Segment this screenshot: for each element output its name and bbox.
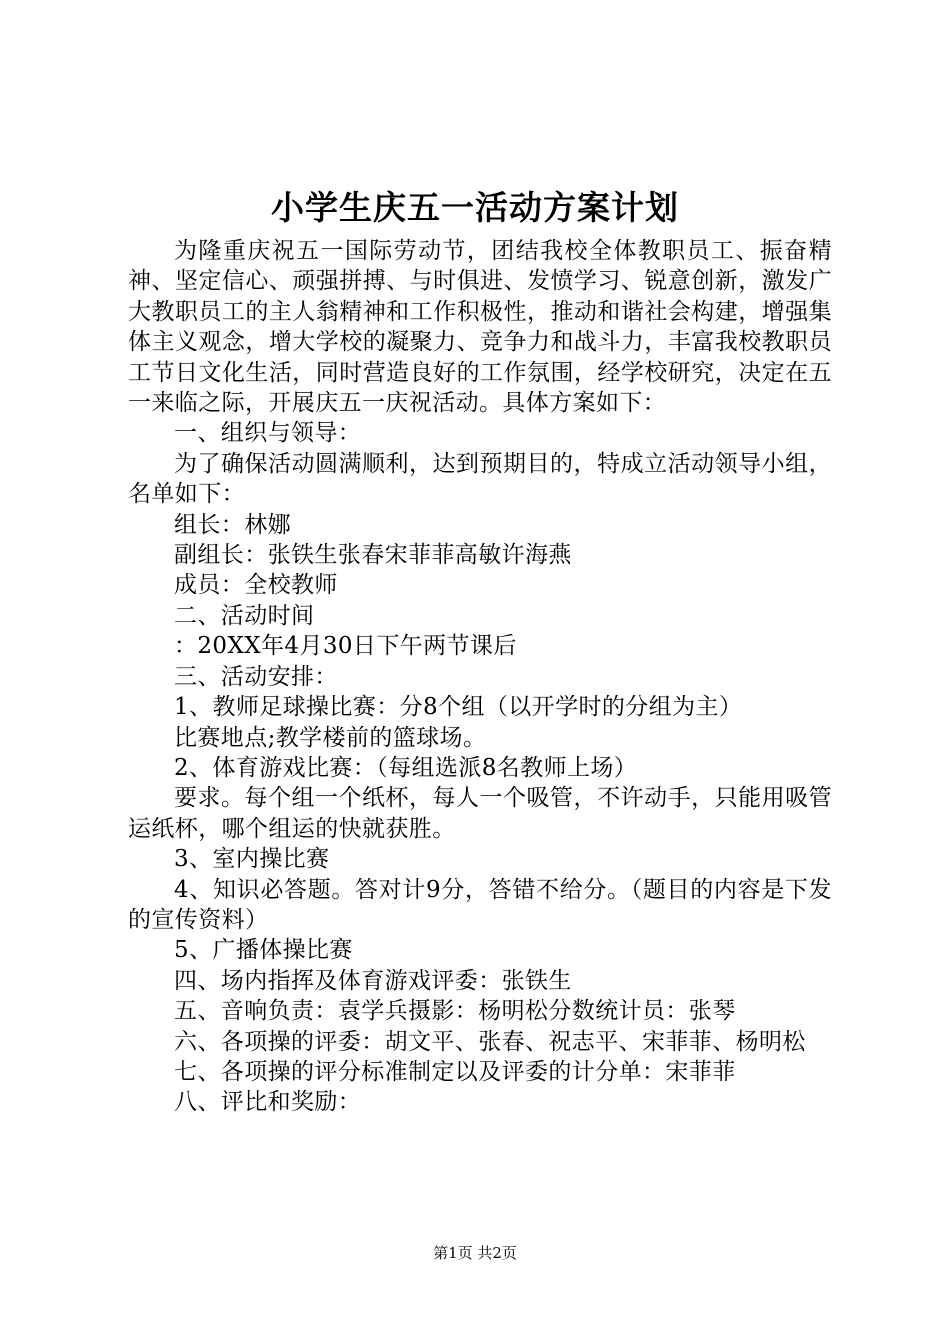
section-organization-heading: 一、组织与领导： <box>174 420 362 447</box>
section-eight-heading: 八、评比和奖励： <box>174 1089 362 1116</box>
time-line: ：20XX年4月30日下午两节课后 <box>174 633 517 660</box>
section-arrangement-heading: 三、活动安排： <box>174 663 338 690</box>
arrangement-requirements: 要求。每个组一个纸杯，每人一个吸管，不许动手，只能用吸管运纸杯，哪个组运的快就获胜。 <box>128 785 832 842</box>
section-five-line: 五、音响负责：袁学兵摄影：杨明松分数统计员：张琴 <box>174 998 736 1025</box>
document-title: 小学生庆五一活动方案计划 <box>271 188 679 227</box>
arrangement-item-5: 5、广播体操比赛 <box>174 937 353 964</box>
document-body <box>128 236 832 1118</box>
arrangement-venue: 比赛地点;教学楼前的篮球场。 <box>174 724 487 751</box>
page-footer: 第1页 共2页 <box>433 1244 517 1262</box>
arrangement-item-2: 2、体育游戏比赛：（每组选派8名教师上场） <box>174 754 638 781</box>
deputy-leader-line: 副组长：张铁生张春宋菲菲高敏许海燕 <box>174 542 572 569</box>
organization-paragraph: 为了确保活动圆满顺利，达到预期目的，特成立活动领导小组，名单如下： <box>128 450 832 508</box>
leader-line: 组长：林娜 <box>174 511 291 538</box>
section-seven-line: 七、各项操的评分标准制定以及评委的计分单：宋菲菲 <box>174 1058 736 1085</box>
section-four-line: 四、场内指挥及体育游戏评委：张铁生 <box>174 967 572 994</box>
arrangement-item-3: 3、室内操比赛 <box>174 846 330 873</box>
section-time-heading: 二、活动时间 <box>174 602 315 629</box>
arrangement-item-4: 4、知识必答题。答对计9分，答错不给分。（题目的内容是下发的宣传资料） <box>128 876 832 933</box>
section-six-line: 六、各项操的评委：胡文平、张春、祝志平、宋菲菲、杨明松 <box>174 1028 806 1055</box>
members-line: 成员：全校教师 <box>174 572 338 599</box>
arrangement-item-1: 1、教师足球操比赛：分8个组（以开学时的分组为主） <box>174 694 743 721</box>
intro-paragraph: 为隆重庆祝五一国际劳动节，团结我校全体教职员工、振奋精神、坚定信心、顽强拼搏、与时俱进、发愤学习、锐意创新，激发广大教职员工的主人翁精神和工作积极性，推动和谐社会构建，增强集体主义观念，增大学校的凝聚力、竞争力和战斗力，丰富我校教职员工节日文化生活，同时营造良好的工作氛围，经学校研究，决定在五一来临之际，开展庆五一庆祝活动。具体方案如下： <box>128 238 832 417</box>
